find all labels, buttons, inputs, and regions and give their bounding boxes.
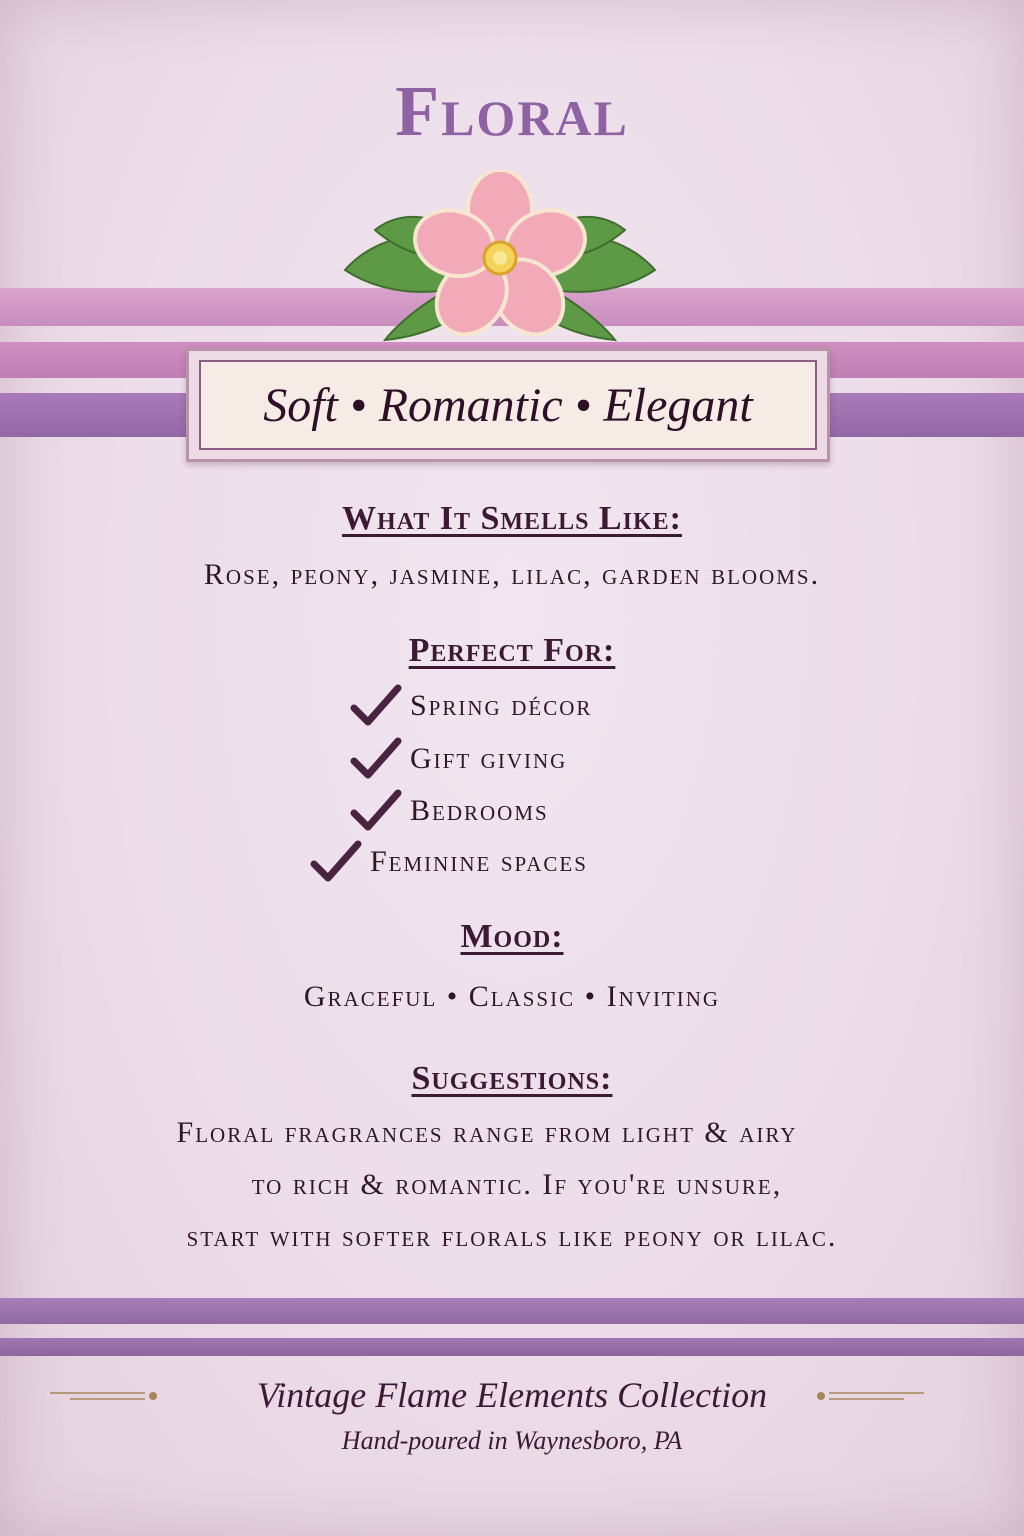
perfect-for-item: Spring décor [410,689,593,722]
tagline-label [186,348,830,462]
list-item [350,684,592,728]
bottom-stripe-purple-2 [0,1338,1024,1356]
perfect-for-item: Feminine spaces [370,845,588,878]
suggestions-line: start with softer florals like peony or lilac. [186,1220,838,1253]
checkmark-icon [350,789,402,833]
list-item [350,737,567,781]
checkmark-icon [350,737,402,781]
tagline-text: Soft • Romantic • Elegant [263,378,753,432]
suggestions-heading: Suggestions: [411,1060,613,1097]
footer-collection: Vintage Flame Elements Collection [256,1375,768,1415]
mood-heading: Mood: [460,918,564,955]
mood-text: Graceful • Classic • Inviting [303,980,721,1013]
list-item [310,840,588,884]
smells-heading: What It Smells Like: [342,500,682,537]
perfect-for-heading: Perfect For: [408,632,616,669]
smells-text: Rose, peony, jasmine, lilac, garden blooms. [203,558,821,591]
perfect-for-item: Bedrooms [410,794,549,827]
bottom-stripe-purple [0,1298,1024,1324]
perfect-for-item: Gift giving [410,742,568,775]
checkmark-icon [310,840,362,884]
suggestions-line: Floral fragrances range from light & airy [176,1116,798,1149]
footer-origin: Hand-poured in Waynesboro, PA [341,1426,683,1455]
tagline-frame [199,360,817,450]
flower-icon [340,170,660,345]
checkmark-icon [350,684,402,728]
list-item [350,789,549,833]
suggestions-line: to rich & romantic. If you're unsure, [251,1168,783,1201]
page-title: Floral [395,71,629,151]
